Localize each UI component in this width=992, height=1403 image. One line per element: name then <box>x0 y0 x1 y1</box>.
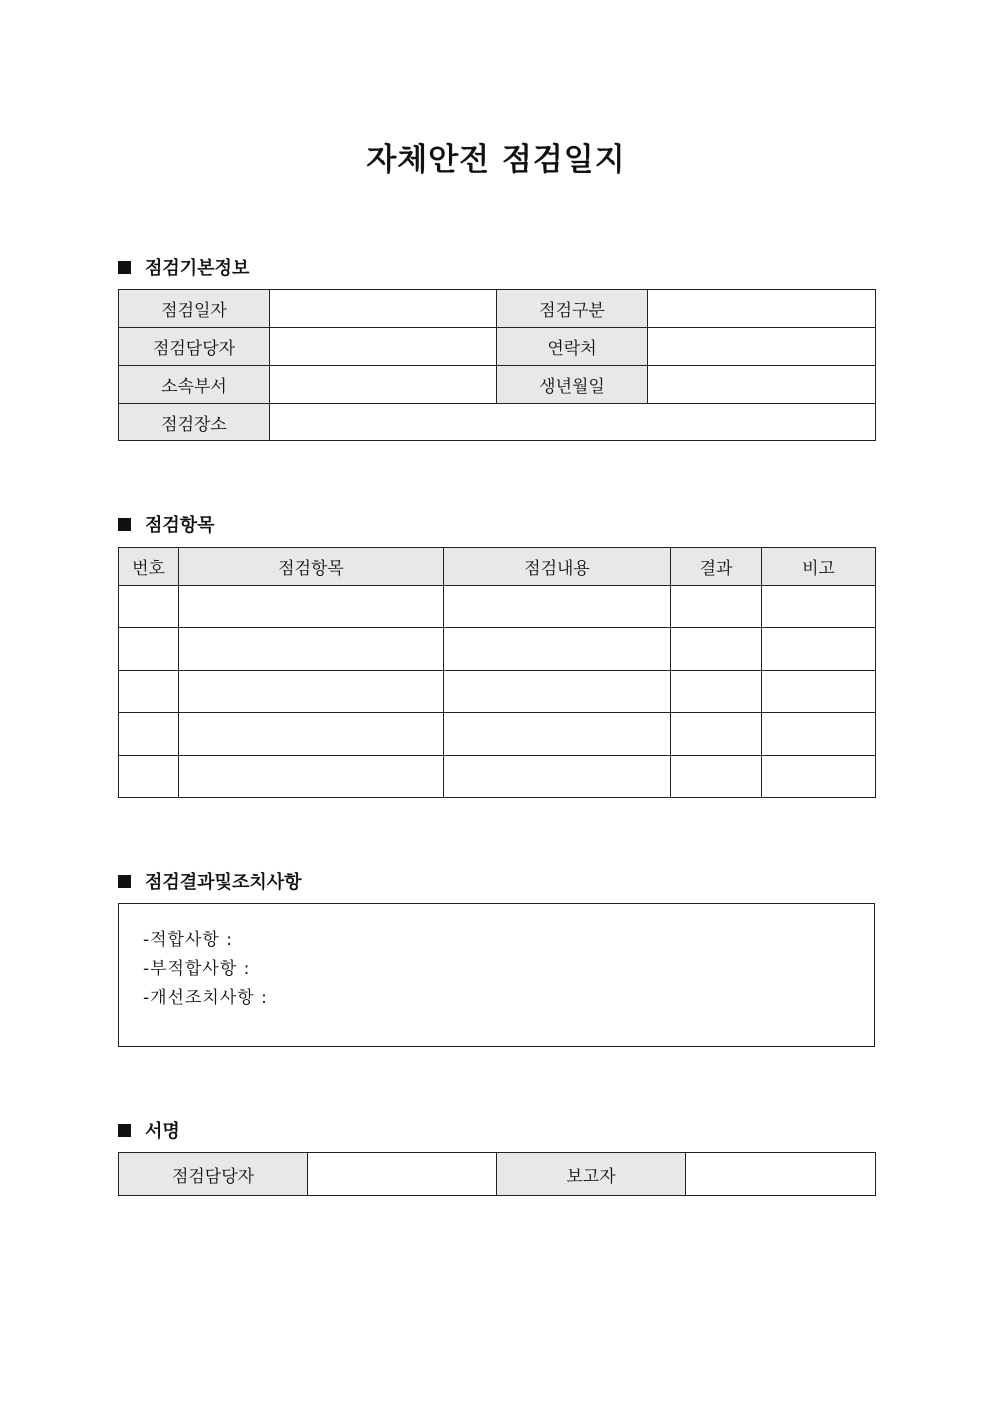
cell[interactable] <box>119 671 179 713</box>
cell[interactable] <box>762 713 876 756</box>
contact-label: 연락처 <box>497 328 648 366</box>
conforming-line: -적합사항 : <box>143 930 233 950</box>
cell[interactable] <box>119 713 179 756</box>
page-title: 자체안전 점검일지 <box>366 142 626 178</box>
place-label: 점검장소 <box>119 404 270 441</box>
section-result-heading <box>118 868 302 894</box>
manager-label: 점검담당자 <box>119 328 270 366</box>
sign-reporter-label: 보고자 <box>497 1153 686 1196</box>
result-memo-box[interactable] <box>118 903 875 1047</box>
table-row <box>119 756 876 798</box>
col-header-content: 점검내용 <box>444 548 671 586</box>
col-header-note: 비고 <box>762 548 876 586</box>
table-row <box>119 671 876 713</box>
section-sign-heading <box>118 1117 180 1143</box>
table-row <box>119 586 876 628</box>
improvement-line: -개선조치사항 : <box>143 988 268 1008</box>
col-header-result: 결과 <box>671 548 762 586</box>
cell[interactable] <box>119 756 179 798</box>
cell[interactable] <box>671 756 762 798</box>
cell[interactable] <box>119 586 179 628</box>
sign-table <box>118 1152 876 1196</box>
section-items-title: 점검항목 <box>145 515 215 536</box>
table-row <box>119 628 876 671</box>
cell[interactable] <box>444 671 671 713</box>
manager-field[interactable] <box>270 328 497 366</box>
date-field[interactable] <box>270 290 497 328</box>
section-items-heading <box>118 511 215 537</box>
basic-info-table <box>118 289 876 441</box>
cell[interactable] <box>179 756 444 798</box>
date-label: 점검일자 <box>119 290 270 328</box>
col-header-item: 점검항목 <box>179 548 444 586</box>
cell[interactable] <box>179 628 444 671</box>
cell[interactable] <box>444 756 671 798</box>
cell[interactable] <box>762 756 876 798</box>
cell[interactable] <box>444 628 671 671</box>
items-table <box>118 547 876 798</box>
cell[interactable] <box>671 713 762 756</box>
sign-reporter-field[interactable] <box>686 1153 876 1196</box>
type-field[interactable] <box>648 290 876 328</box>
section-sign-title: 서명 <box>145 1121 180 1142</box>
type-label: 점검구분 <box>497 290 648 328</box>
cell[interactable] <box>762 586 876 628</box>
square-bullet-icon <box>118 875 131 888</box>
birth-label: 생년월일 <box>497 366 648 404</box>
dept-field[interactable] <box>270 366 497 404</box>
square-bullet-icon <box>118 261 131 274</box>
place-field[interactable] <box>270 404 876 441</box>
nonconforming-line: -부적합사항 : <box>143 959 251 979</box>
sign-manager-label: 점검담당자 <box>119 1153 308 1196</box>
section-result-title: 점검결과및조치사항 <box>145 872 302 893</box>
cell[interactable] <box>179 586 444 628</box>
cell[interactable] <box>179 671 444 713</box>
cell[interactable] <box>671 671 762 713</box>
contact-field[interactable] <box>648 328 876 366</box>
cell[interactable] <box>671 628 762 671</box>
cell[interactable] <box>762 628 876 671</box>
cell[interactable] <box>671 586 762 628</box>
cell[interactable] <box>444 586 671 628</box>
square-bullet-icon <box>118 518 131 531</box>
sign-manager-field[interactable] <box>308 1153 497 1196</box>
section-basic-heading <box>118 254 249 280</box>
square-bullet-icon <box>118 1124 131 1137</box>
cell[interactable] <box>119 628 179 671</box>
col-header-no: 번호 <box>119 548 179 586</box>
section-basic-title: 점검기본정보 <box>145 258 250 279</box>
cell[interactable] <box>444 713 671 756</box>
birth-field[interactable] <box>648 366 876 404</box>
cell[interactable] <box>179 713 444 756</box>
table-row <box>119 713 876 756</box>
dept-label: 소속부서 <box>119 366 270 404</box>
cell[interactable] <box>762 671 876 713</box>
